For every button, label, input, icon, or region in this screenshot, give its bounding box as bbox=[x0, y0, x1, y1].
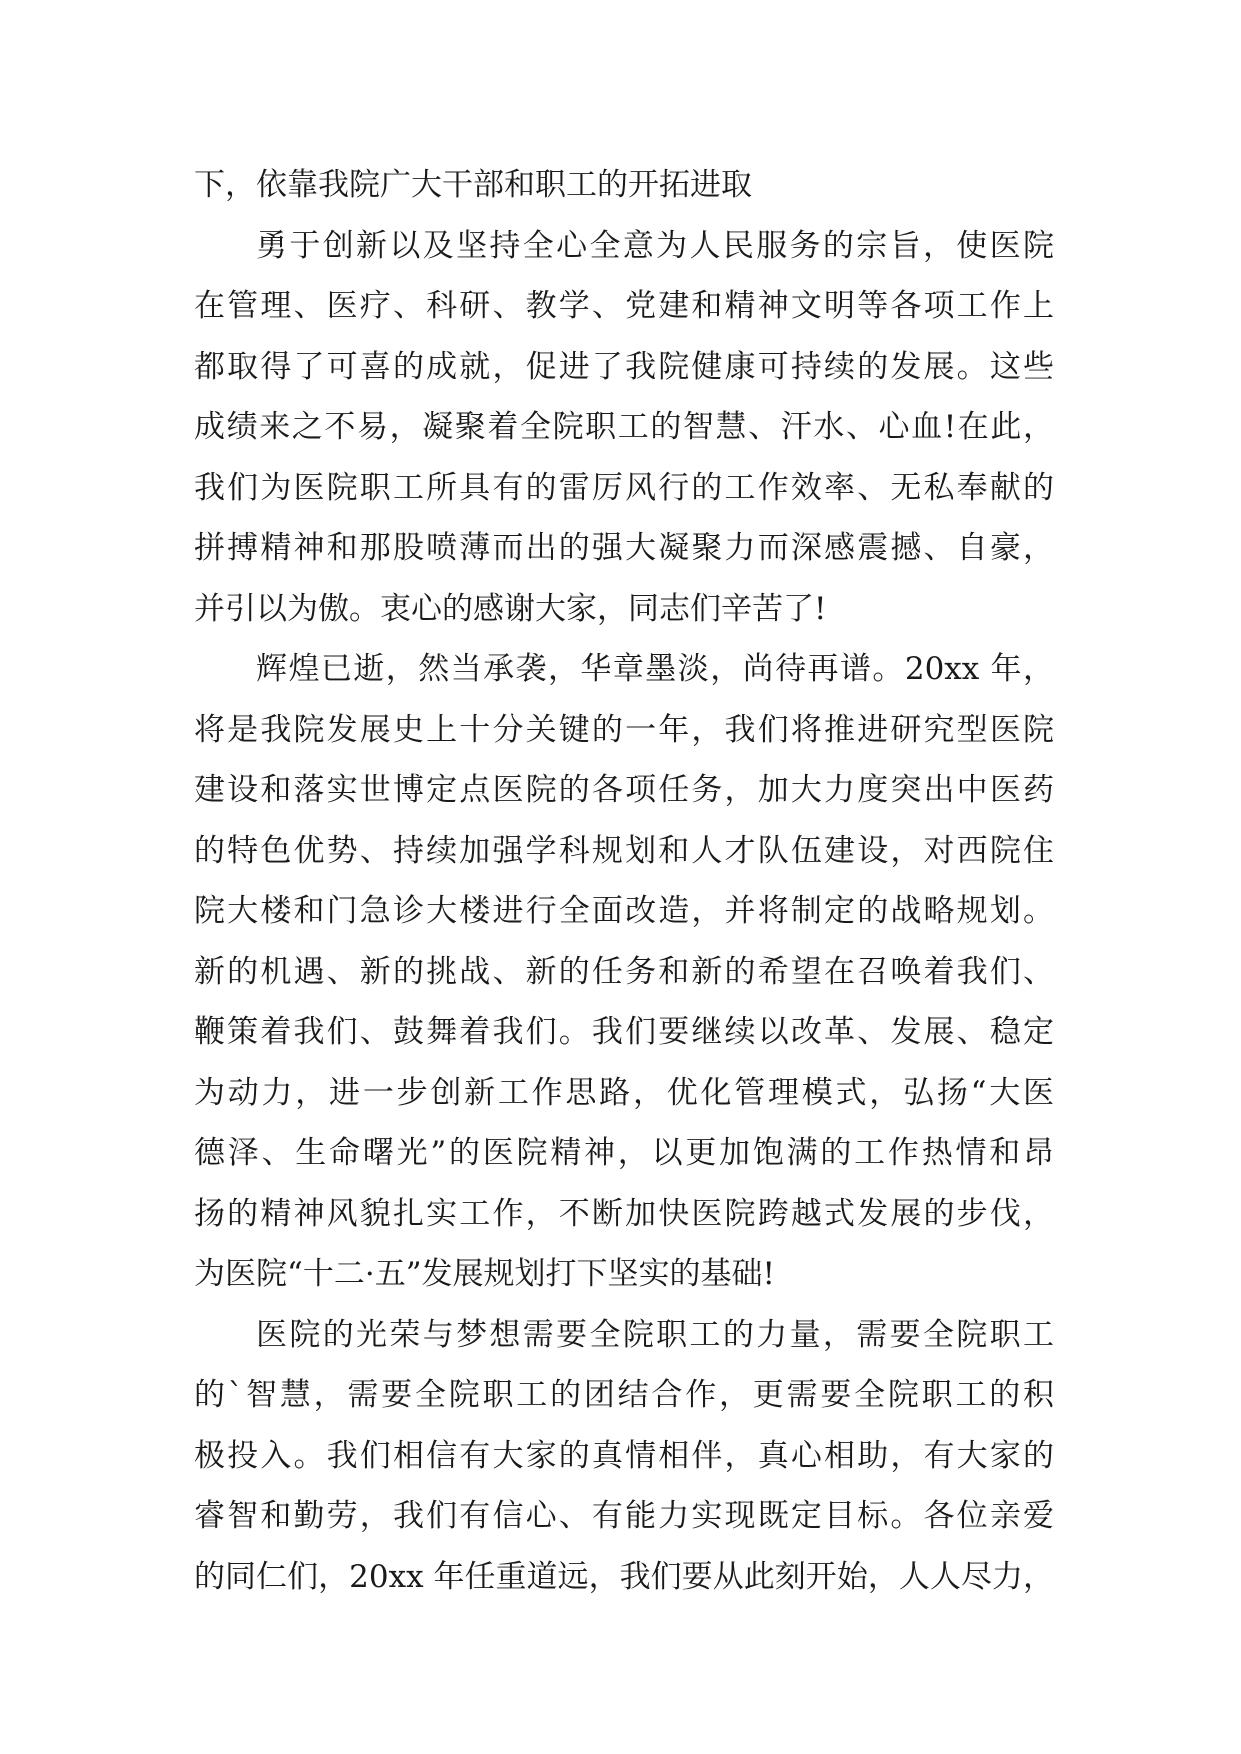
text-line: 鞭策着我们、鼓舞着我们。我们要继续以改革、发展、稳定 bbox=[194, 1014, 1054, 1050]
text-line: 建设和落实世博定点医院的各项任务，加大力度突出中医药 bbox=[194, 772, 1054, 808]
text-line: 拼搏精神和那股喷薄而出的强大凝聚力而深感震撼、自豪， bbox=[194, 530, 1054, 566]
text-line: 医院的光荣与梦想需要全院职工的力量，需要全院职工 bbox=[256, 1316, 1054, 1353]
text-line: 我们为医院职工所具有的雷厉风行的工作效率、无私奉献的 bbox=[194, 469, 1054, 506]
text-line: 院大楼和门急诊大楼进行全面改造，并将制定的战略规划。 bbox=[194, 893, 1054, 929]
text-line: 下，依靠我院广大干部和职工的开拓进取 bbox=[194, 167, 752, 203]
text-line: 在管理、医疗、科研、教学、党建和精神文明等各项工作上 bbox=[194, 288, 1054, 324]
text-line: 并引以为傲。衷心的感谢大家，同志们辛苦了! bbox=[194, 590, 827, 627]
text-line: 极投入。我们相信有大家的真情相伴，真心相助，有大家的 bbox=[194, 1437, 1054, 1474]
text-line: 将是我院发展史上十分关键的一年，我们将推进研究型医院 bbox=[194, 711, 1054, 748]
text-line: 都取得了可喜的成就，促进了我院健康可持续的发展。这些 bbox=[194, 348, 1054, 385]
text-line: 新的机遇、新的挑战、新的任务和新的希望在召唤着我们、 bbox=[194, 953, 1054, 990]
text-line: 成绩来之不易，凝聚着全院职工的智慧、汗水、心血!在此， bbox=[194, 409, 1054, 445]
text-line: 勇于创新以及坚持全心全意为人民服务的宗旨，使医院 bbox=[256, 227, 1054, 264]
text-line: 为动力，进一步创新工作思路，优化管理模式，弘扬“大医 bbox=[194, 1074, 1054, 1111]
text-line: 的`智慧，需要全院职工的团结合作，更需要全院职工的积 bbox=[194, 1377, 1054, 1413]
text-line: 的特色优势、持续加强学科规划和人才队伍建设，对西院住 bbox=[194, 832, 1054, 869]
text-line: 的同仁们，20xx 年任重道远，我们要从此刻开始，人人尽力， bbox=[194, 1558, 1054, 1595]
text-line: 扬的精神风貌扎实工作，不断加快医院跨越式发展的步伐， bbox=[194, 1195, 1054, 1232]
text-line: 睿智和勤劳，我们有信心、有能力实现既定目标。各位亲爱 bbox=[194, 1498, 1054, 1534]
text-line: 为医院“十二·五”发展规划打下坚实的基础! bbox=[194, 1256, 776, 1292]
document-body bbox=[194, 155, 1054, 1607]
text-line: 辉煌已逝，然当承袭，华章墨淡，尚待再谱。20xx 年， bbox=[256, 651, 1054, 687]
text-line: 德泽、生命曙光”的医院精神，以更加饱满的工作热情和昂 bbox=[194, 1135, 1054, 1171]
